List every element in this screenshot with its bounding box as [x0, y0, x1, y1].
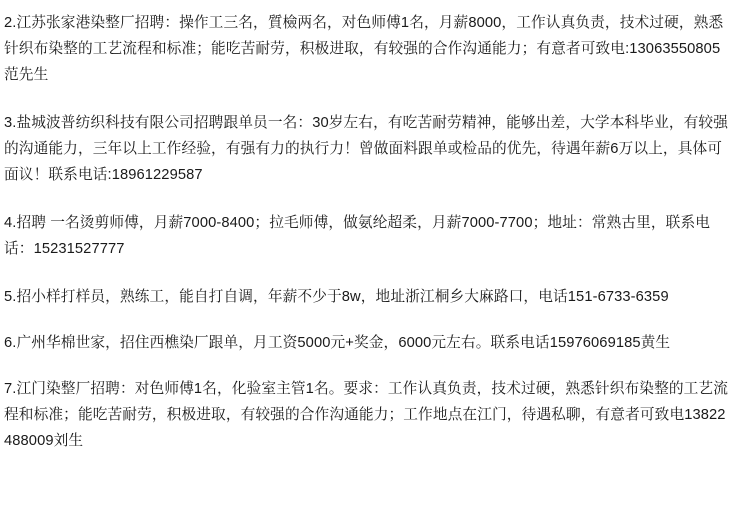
- job-posting-entry: 2.江苏张家港染整厂招聘：操作工三名，質檢两名，对色师傅1名，月薪8000，工作认真负责，技术过硬，熟悉针织布染整的工艺流程和标准；能吃苦耐劳，积极进取，有较强的合作沟通能力；有意者可致电:13063550805范先生: [4, 15, 724, 83]
- job-posting-entry: 5.招小样打样员，熟练工，能自打自调，年薪不少于8w，地址浙江桐乡大麻路口，电话151-6733-6359: [4, 289, 669, 305]
- job-posting-entry: 4.招聘 一名烫剪师傅，月薪7000-8400；拉毛师傅，做氨纶超柔，月薪7000-7700；地址：常熟古里，联系电话：15231527777: [4, 215, 711, 257]
- job-posting-entry: 3.盐城波普纺织科技有限公司招聘跟单员一名：30岁左右，有吃苦耐劳精神，能够出差，大学本科毕业，有较强的沟通能力，三年以上工作经验，有强有力的执行力！曾做面料跟单或检品的优先，待遇年薪6万以上，具体可面议！联系电话:18961229587: [4, 115, 729, 183]
- job-posting-entry: 6.广州华棉世家，招住西樵染厂跟单，月工资5000元+奖金，6000元左右。联系电话15976069185黄生: [4, 335, 671, 351]
- job-posting-entry: 7.江门染整厂招聘：对色师傅1名，化验室主管1名。要求：工作认真负责，技术过硬，熟悉针织布染整的工艺流程和标准；能吃苦耐劳，积极进取，有较强的合作沟通能力；工作地点在江门，待遇私聊，有意者可致电13822488009刘生: [4, 381, 729, 449]
